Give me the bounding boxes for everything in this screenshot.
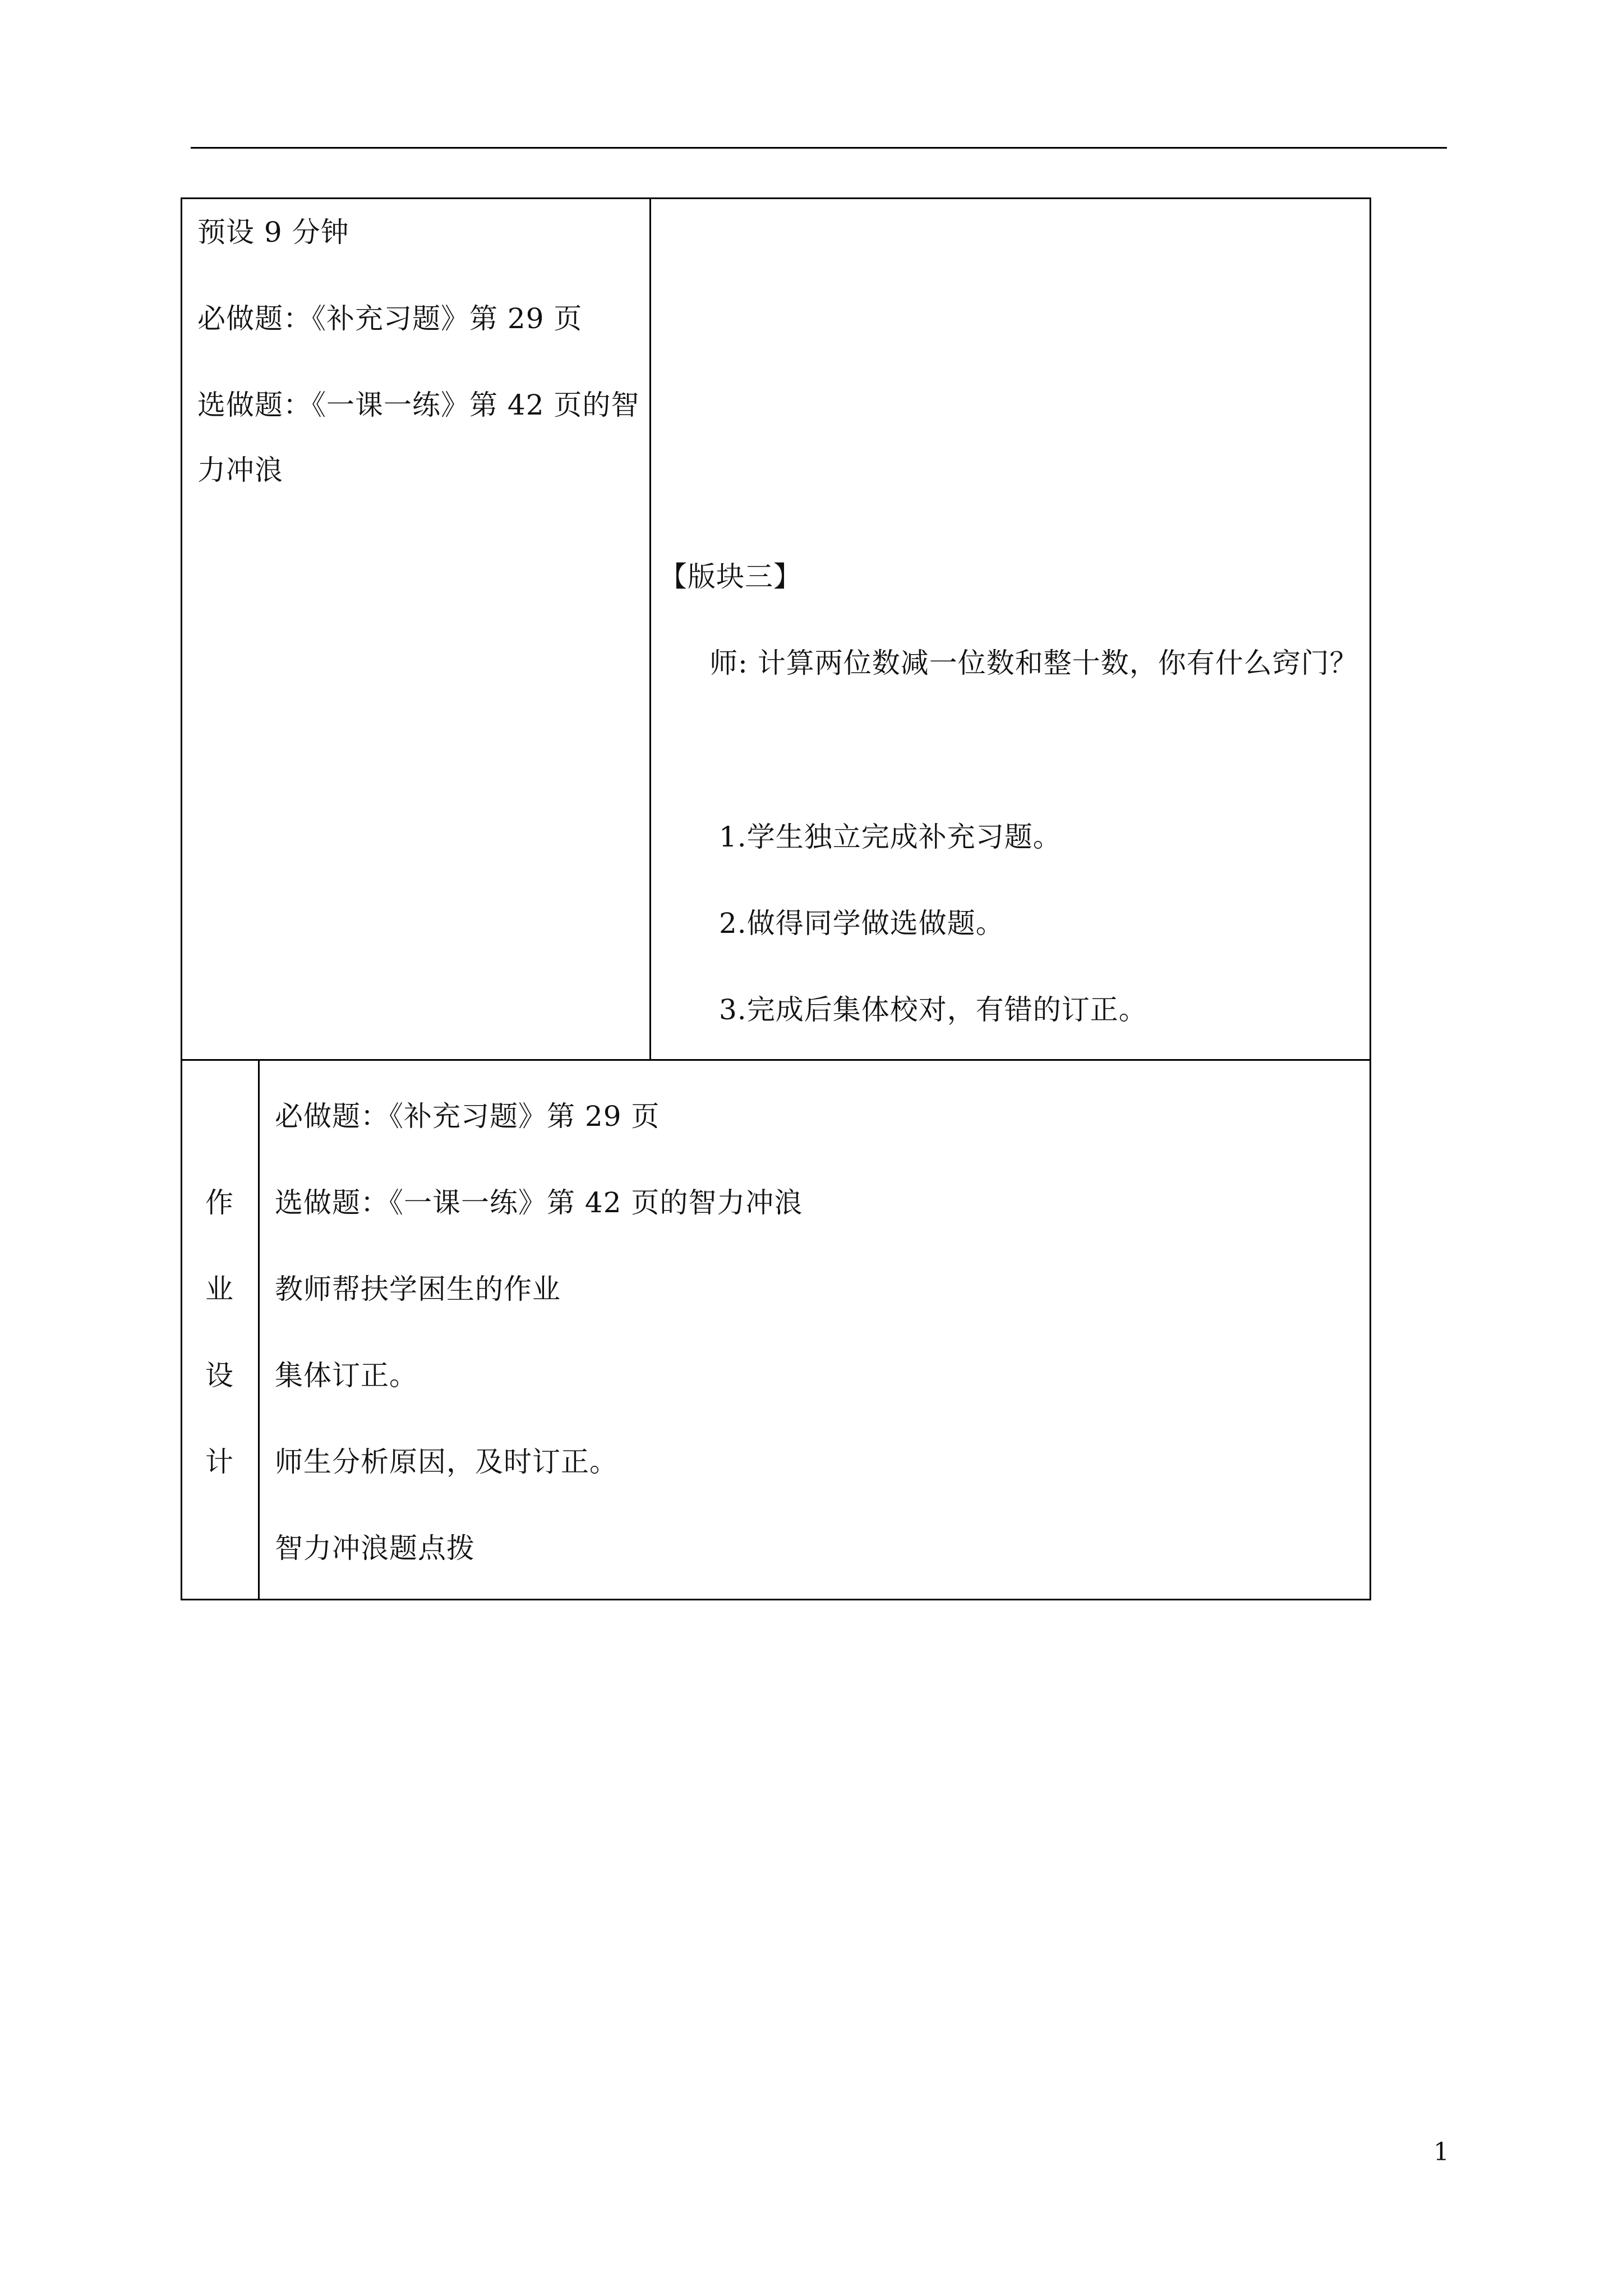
homework-label-char: 业 — [205, 1273, 233, 1305]
header-rule — [191, 147, 1447, 149]
required-exercise: 必做题：《补充习题》第 29 页 — [197, 302, 583, 335]
homework-line: 必做题：《补充习题》第 29 页 — [275, 1100, 660, 1133]
table-bottom-border — [181, 1599, 1371, 1600]
homework-label-divider — [258, 1059, 260, 1600]
homework-line: 集体订正。 — [275, 1359, 418, 1392]
table-middle-border — [181, 1059, 1371, 1061]
teacher-question: 师: 计算两位数减一位数和整十数，你有什么窍门？ — [709, 647, 1358, 679]
section-one-divider — [649, 197, 651, 1061]
page-number: 1 — [1433, 2138, 1449, 2166]
step-item: 3.完成后集体校对，有错的订正。 — [719, 993, 1147, 1026]
homework-line: 智力冲浪题点拨 — [275, 1532, 475, 1565]
step-item: 1.学生独立完成补充习题。 — [719, 821, 1062, 853]
step-item: 2.做得同学做选做题。 — [719, 907, 1004, 940]
homework-label-char: 设 — [205, 1359, 233, 1392]
homework-label-char: 计 — [205, 1446, 233, 1478]
homework-label-char: 作 — [205, 1186, 233, 1219]
table-top-border — [181, 197, 1371, 199]
optional-exercise-line1: 选做题：《一课一练》第 42 页的智 — [197, 389, 640, 421]
table-left-border — [181, 197, 182, 1600]
time-allocation: 预设 9 分钟 — [197, 216, 349, 249]
optional-exercise-line2: 力冲浪 — [197, 454, 283, 486]
homework-line: 选做题：《一课一练》第 42 页的智力冲浪 — [275, 1186, 803, 1219]
table-right-border — [1370, 197, 1371, 1600]
homework-line: 教师帮扶学困生的作业 — [275, 1273, 561, 1305]
block-title: 【版块三】 — [659, 560, 802, 593]
homework-line: 师生分析原因，及时订正。 — [275, 1446, 618, 1478]
